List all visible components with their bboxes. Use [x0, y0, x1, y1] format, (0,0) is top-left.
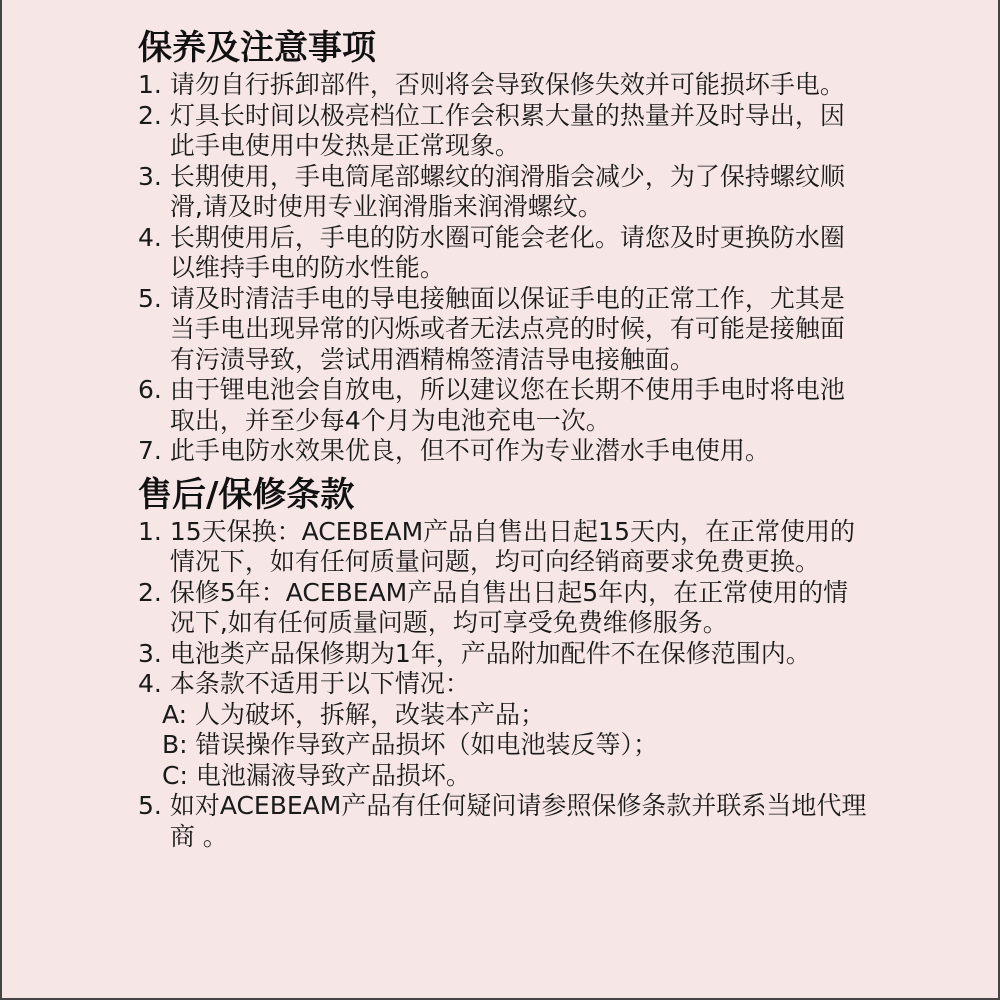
exclusion-b: B: 错误操作导致产品损坏（如电池装反等）； — [162, 730, 659, 759]
item-text: 本条款不适用于以下情况： — [169, 669, 470, 698]
list-item — [138, 517, 868, 578]
item-text: 长期使用，手电筒尾部螺纹的润滑脂会减少，为了保持螺纹顺滑,请及时使用专业润滑脂来润滑螺纹。 — [169, 161, 845, 221]
exclusion-c: C: 电池漏液导致产品损坏。 — [162, 760, 471, 790]
document-content — [138, 26, 868, 852]
item-number: 1. — [138, 70, 170, 99]
item-text: 长期使用后，手电的防水圈可能会老化。请您及时更换防水圈以维持手电的防水性能。 — [169, 222, 845, 282]
list-item — [138, 70, 868, 101]
list-item — [138, 669, 868, 700]
list-item — [138, 284, 868, 376]
item-text: 请及时清洁手电的导电接触面以保证手电的正常工作，尤其是当手电出现异常的闪烁或者无法点亮的时候，有可能是接触面有污渍导致，尝试用酒精棉签清洁导电接触面。 — [169, 283, 845, 374]
list-item — [138, 223, 868, 284]
item-number: 5. — [138, 283, 170, 313]
list-item — [138, 162, 868, 223]
warranty-list-end — [138, 791, 868, 852]
item-text: 灯具长时间以极亮档位工作会积累大量的热量并及时导出，因此手电使用中发热是正常现象。 — [169, 100, 845, 160]
warranty-list — [138, 517, 868, 700]
list-item — [138, 436, 868, 467]
warranty-heading: 售后/保修条款 — [138, 474, 355, 515]
warranty-section — [138, 473, 868, 853]
maintenance-heading: 保养及注意事项 — [138, 28, 376, 68]
item-number: 2. — [138, 100, 170, 130]
list-item — [138, 101, 868, 162]
item-number: 2. — [138, 577, 170, 607]
maintenance-list — [138, 70, 868, 467]
item-number: 5. — [138, 791, 170, 820]
item-text: 请勿自行拆卸部件，否则将会导致保修失效并可能损坏手电。 — [169, 70, 845, 99]
item-number: 4. — [138, 222, 170, 252]
item-number: 7. — [138, 436, 170, 465]
item-number: 3. — [138, 161, 170, 191]
item-text: 此手电防水效果优良，但不可作为专业潜水手电使用。 — [169, 436, 770, 465]
list-item — [138, 578, 868, 639]
list-item — [138, 639, 868, 670]
item-text: 保修5年：ACEBEAM产品自售出日起5年内，在正常使用的情况下,如有任何质量问题，均可享受免费维修服务。 — [169, 577, 849, 637]
exclusion-a: A: 人为破坏，拆解，改装本产品； — [162, 699, 546, 729]
item-text: 电池类产品保修期为1年，产品附加配件不在保修范围内。 — [169, 638, 811, 668]
list-item — [138, 375, 868, 436]
item-number: 3. — [138, 638, 170, 668]
item-text: 15天保换：ACEBEAM产品自售出日起15天内，在正常使用的情况下，如有任何质量问题，均可向经销商要求免费更换。 — [169, 516, 855, 576]
list-item — [138, 791, 868, 852]
item-text: 如对ACEBEAM产品有任何疑问请参照保修条款并联系当地代理商 。 — [169, 791, 867, 851]
item-text: 由于锂电池会自放电，所以建议您在长期不使用手电时将电池取出，并至少每4个月为电池充电一次。 — [169, 375, 845, 435]
item-number: 1. — [138, 516, 170, 546]
item-number: 6. — [138, 375, 170, 404]
item-number: 4. — [138, 669, 170, 698]
maintenance-section — [138, 26, 868, 467]
